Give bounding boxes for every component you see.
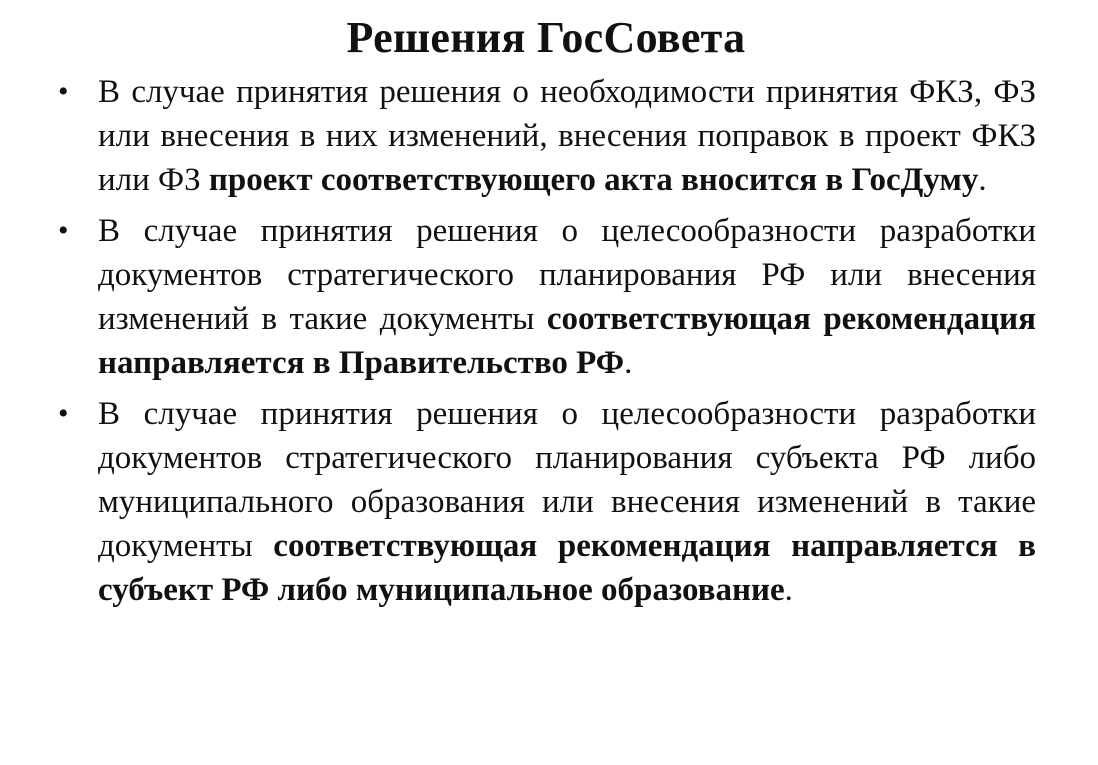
bullet-item-3 (56, 392, 1036, 612)
bullet-point-icon: • (58, 397, 69, 430)
bullet-end-punctuation: . (624, 345, 633, 381)
bullet-bold-text: соответствующая рекомендация направляется в субъект РФ либо муниципальное образование (98, 528, 1036, 608)
bullet-item-2 (56, 209, 1036, 385)
bullet-text: В случае принятия решения о целесообразности разработки документов стратегического планирования РФ или внесения изменений в такие документы (98, 213, 1036, 337)
bullet-point-icon: • (58, 214, 69, 247)
slide-title: Решения ГосСовета (346, 13, 746, 62)
bullet-text: В случае принятия решения о необходимости принятия ФКЗ, ФЗ или внесения в них изменений, внесения поправок в проект ФКЗ или ФЗ (98, 74, 1036, 198)
bullet-bold-text: проект соответствующего акта вносится в ГосДуму (208, 162, 979, 198)
bullet-item-1 (56, 70, 1036, 202)
bullet-list (56, 70, 1036, 612)
bullet-bold-text: соответствующая рекомендация направляется в Правительство РФ (98, 301, 1036, 381)
bullet-point-icon: • (58, 75, 69, 108)
bullet-text: В случае принятия решения о целесообразности разработки документов стратегического планирования субъекта РФ либо муниципального образования или внесения изменений в такие документы (98, 396, 1036, 564)
bullet-end-punctuation: . (784, 572, 793, 608)
bullet-end-punctuation: . (978, 162, 987, 198)
